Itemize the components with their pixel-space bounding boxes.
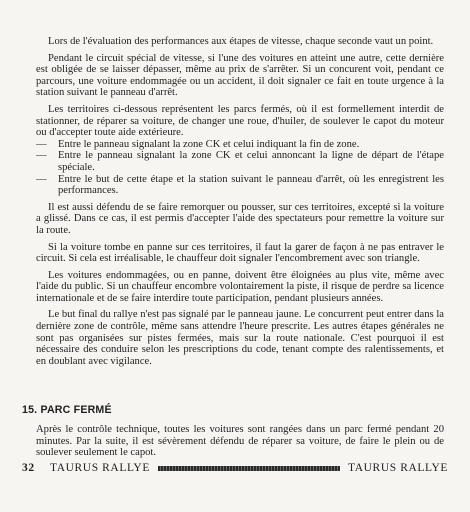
footer-decorative-rule [158,466,340,471]
paragraph-final-goal: Le but final du rallye n'est pas signalé par le panneau jaune. Le concurrent peut entrer dans la dernière zone de contrôle, même sans attendre l'heure prescrite. Les autres étapes générales ne sont pas organisées sur pistes fermées, mais sur la route nationale. C'est pourquoi il est nécessaire des conduire selon les prescriptions du code, tenant compte des ralentissements, et en doublant avec vigilance. [36,309,444,367]
section-heading: 15. PARC FERMÉ [22,404,112,416]
dash-marker: — [36,138,47,150]
page-footer [22,461,448,475]
list-item [36,139,444,151]
list-item [36,150,444,173]
paragraph-breakdown: Si la voiture tombe en panne sur ces territoires, il faut la garer de façon à ne pas entraver le circuit. Si cela est irréalisable, le chauffeur doit signaler l'encombrement avec son triangle. [36,241,444,265]
list-item [36,174,444,197]
footer-title-right: TAURUS RALLYE [348,462,448,474]
paragraph-damaged-cars: Les voitures endommagées, ou en panne, doivent être éloignées au plus vite, même avec l'aide du public. Si un chauffeur encombre volontairement la piste, il risque de perdre sa licence internationale et de se faire interdire toute participation, pendant plusieurs années. [36,269,444,304]
paragraph-closed-parks: Les territoires ci-dessous représentent les parcs fermés, où il est formellement interdit de stationner, de réparer sa voiture, de changer une roue, d'huiler, de soulever le capot du moteur ou d'accepter toute aide extérieure. [36,103,444,139]
list-item-text: Entre le panneau signalant la zone CK et celui indiquant la fin de zone. [58,138,360,150]
footer-title-left: TAURUS RALLYE [50,462,150,474]
closed-park-zones-list [36,139,444,197]
dash-marker: — [36,150,47,162]
page-number: 32 [22,462,35,474]
paragraph-overtaking: Pendant le circuit spécial de vitesse, si l'une des voitures en atteint une autre, cette dernière est obligée de se laisser dépasser, même au prix de s'arrêter. Si un concurent voit, pendant ce parcours, une voiture endommagée ou un accident, il doit signaler ce fait en toute urgence à la station suivant le panneau d'arrêt. [36,52,444,99]
list-item-text: Entre le panneau signalant la zone CK et celui annoncant la ligne de départ de l'étape spéciale. [58,150,444,173]
document-page [36,36,444,367]
section-paragraph: Après le contrôle technique, toutes les voitures sont rangées dans un parc fermé pendant 20 minutes. Par la suite, il est sévèrement défendu de réparer sa voiture, de faire le plein ou de soulever seulement le capot. [36,424,444,459]
paragraph-scoring: Lors de l'évaluation des performances aux étapes de vitesse, chaque seconde vaut un point. [48,36,434,47]
dash-marker: — [36,173,47,185]
paragraph-towing: Il est aussi défendu de se faire remorquer ou pousser, sur ces territoires, excepté si la voiture a glissé. Dans ce cas, il est permis d'accepter l'aide des spectateurs pour remettre la voiture sur la route. [36,201,444,236]
list-item-text: Entre le but de cette étape et la station suivant le panneau d'arrêt, où les enregistrent les performances. [58,173,444,197]
